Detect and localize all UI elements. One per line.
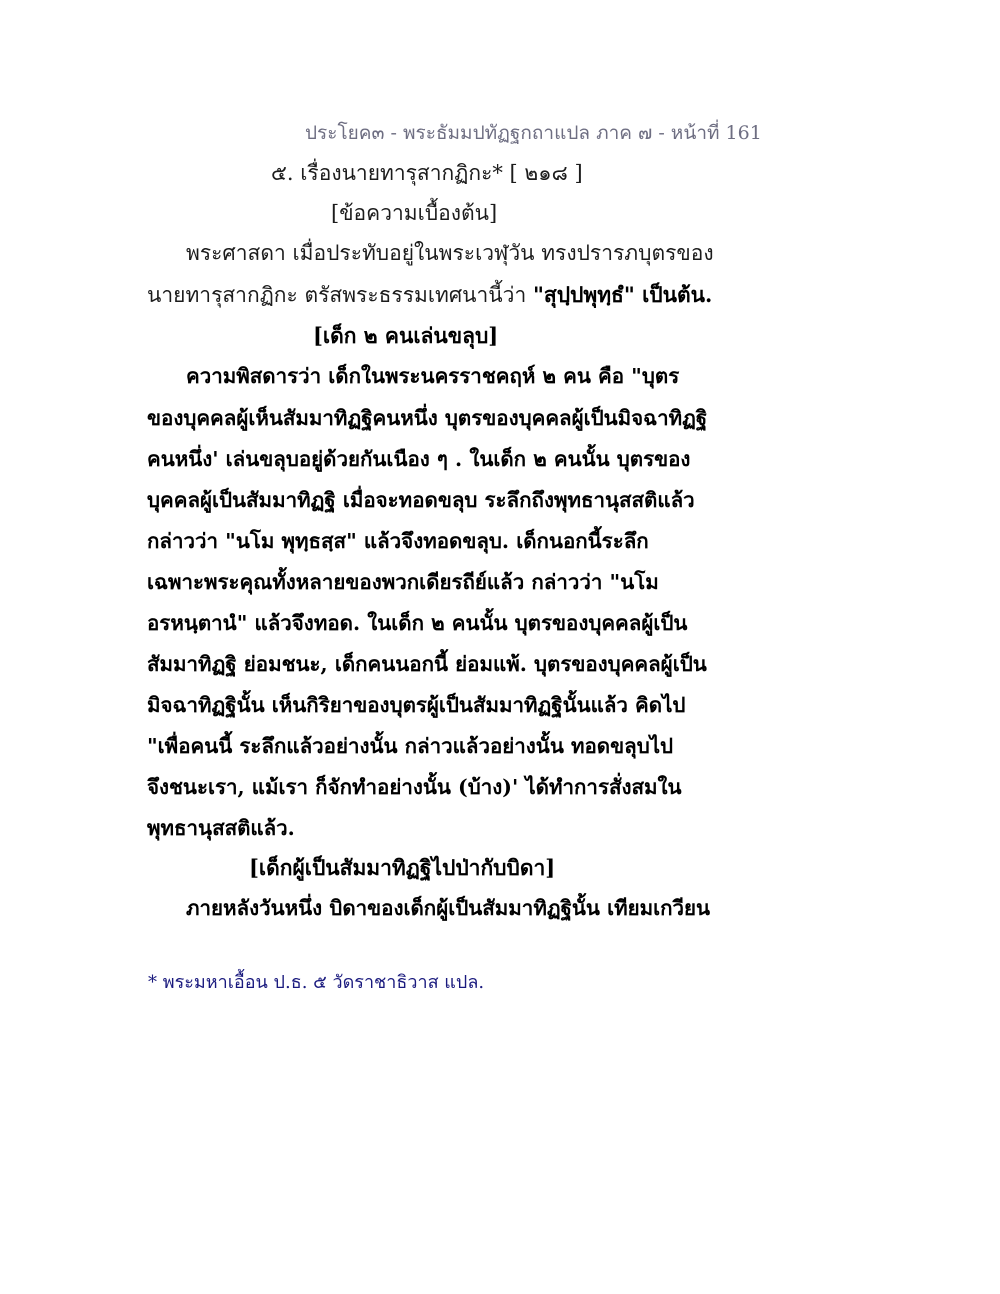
story-line-5: กล่าวว่า "นโม พุทฺธสฺส" แล้วจึงทอดขลุบ. เด็กนอกนี้ระลึก [147, 529, 649, 553]
story-line-8: สัมมาทิฏฐิ ย่อมชนะ, เด็กคนนอกนี้ ย่อมแพ้. บุตรของบุคคลผู้เป็น [147, 652, 707, 676]
story-line-2: ของบุคคลผู้เห็นสัมมาทิฏฐิคนหนึ่ง บุตรของบุคคลผู้เป็นมิจฉาทิฏฐิ [147, 406, 708, 430]
section-heading-children-game: [เด็ก ๒ คนเล่นขลุบ] [313, 323, 499, 348]
story-line-11: จึงชนะเรา, แม้เรา ก็จักทำอย่างนั้น (บ้าง)' ได้ทำการสั่งสมใน [147, 775, 682, 799]
intro-line-1: พระศาสดา เมื่อประทับอยู่ในพระเวฬุวัน ทรงปรารภบุตรของ [186, 241, 714, 265]
section-heading-forest: [เด็กผู้เป็นสัมมาทิฏฐิไปป่ากับบิดา] [249, 855, 556, 880]
story-line-1: ความพิสดารว่า เด็กในพระนครราชคฤห์ ๒ คน คือ "บุตร [186, 364, 680, 388]
story-line-10: "เพื่อคนนี้ ระลึกแล้วอย่างนั้น กล่าวแล้วอย่างนั้น ทอดขลุบไป [147, 734, 674, 758]
forest-line-1: ภายหลังวันหนึ่ง บิดาของเด็กผู้เป็นสัมมาทิฏฐินั้น เทียมเกวียน [186, 896, 711, 920]
chapter-title: ๕. เรื่องนายทารุสากฏิกะ* [ ๒๑๘ ] [271, 161, 583, 185]
footnote: * พระมหาเอื้อน ป.ธ. ๕ วัดราชาธิวาส แปล. [148, 972, 485, 993]
running-header: ประโยค๓ - พระธัมมปทัฏฐกถาแปล ภาค ๗ - หน้าที่ 161 [305, 122, 762, 144]
intro-line-2 [147, 284, 712, 306]
story-line-12: พุทธานุสสติแล้ว. [147, 816, 295, 840]
story-line-6: เฉพาะพระคุณทั้งหลายของพวกเดียรถีย์แล้ว กล่าวว่า "นโม [147, 570, 659, 594]
story-line-7: อรหนฺตานํ" แล้วจึงทอด. ในเด็ก ๒ คนนั้น บุตรของบุคคลผู้เป็น [147, 611, 688, 635]
story-line-9: มิจฉาทิฏฐินั้น เห็นกิริยาของบุตรผู้เป็นสัมมาทิฏฐินั้นแล้ว คิดไป [147, 693, 686, 717]
intro-quote: "สุปฺปพุทฺธํ" เป็นต้น. [532, 282, 713, 307]
story-line-4: บุคคลผู้เป็นสัมมาทิฏฐิ เมื่อจะทอดขลุบ ระลึกถึงพุทธานุสสติแล้ว [147, 488, 695, 512]
intro-line-2-text: นายทารุสากฏิกะ ตรัสพระธรรมเทศนานี้ว่า [147, 283, 533, 307]
section-heading-intro: [ข้อความเบื้องต้น] [331, 201, 498, 225]
story-line-3: คนหนึ่ง' เล่นขลุบอยู่ด้วยกันเนือง ๆ . ในเด็ก ๒ คนนั้น บุตรของ [147, 447, 691, 471]
